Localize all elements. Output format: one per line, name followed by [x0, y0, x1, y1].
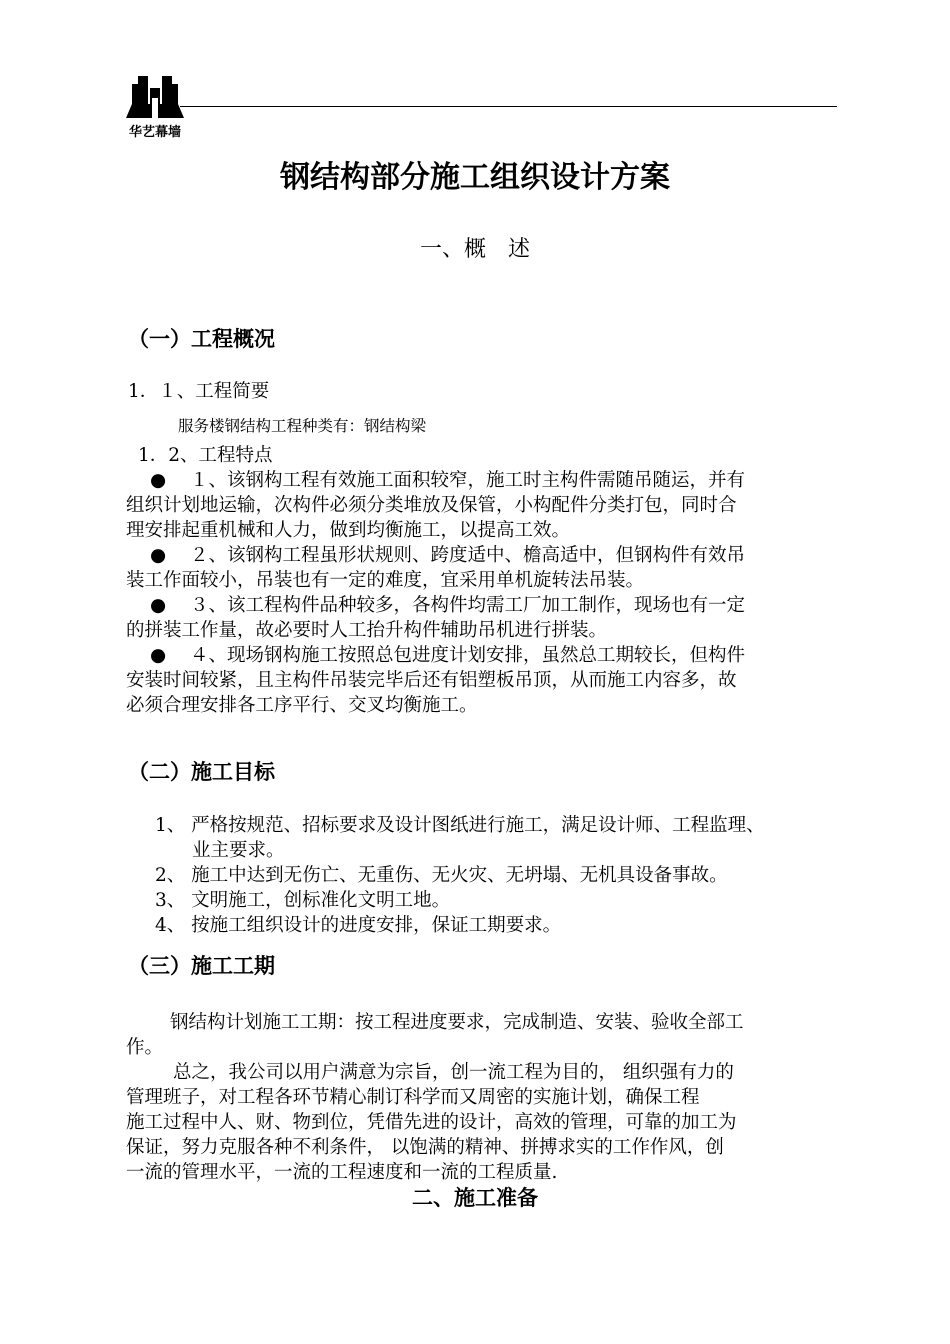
bullet-icon: ● [150, 545, 167, 566]
logo-text: 华艺幕墙 [128, 125, 181, 140]
goal-item-3: 3、 文明施工，创标准化文明工地。 [155, 890, 451, 911]
goal-item-1-cont: 业主要求。 [192, 840, 285, 861]
goal-item-2: 2、 施工中达到无伤亡、无重伤、无火灾、无坍塌、无机具设备事故。 [155, 865, 728, 886]
item-heading-project-brief: 1．１、工程简要 [128, 381, 270, 402]
feature-bullet-2: ● ２、该钢构工程虽形状规则、跨度适中、檐高适中，但钢构件有效吊 [150, 545, 746, 566]
feature-bullet-4: ● ４、现场钢构施工按照总包进度计划安排，虽然总工期较长，但构件 [150, 645, 746, 666]
period-paragraph-line: 作。 [126, 1037, 164, 1058]
bullet-icon: ● [150, 645, 167, 666]
summary-paragraph-line: 总之，我公司以用户满意为宗旨，创一流工程为目的， 组织强有力的 [173, 1062, 734, 1083]
feature-line: 必须合理安排各工序平行、交叉均衡施工。 [126, 695, 478, 716]
bullet-icon: ● [150, 470, 167, 491]
feature-line: 组织计划地运输，次构件必须分类堆放及保管，小构配件分类打包，同时合 [126, 495, 737, 516]
summary-paragraph-line: 施工过程中人、财、物到位，凭借先进的设计，高效的管理，可靠的加工为 [126, 1112, 737, 1133]
company-logo [124, 74, 186, 140]
goal-item-1: 1、 严格按规范、招标要求及设计图纸进行施工，满足设计师、工程监理、 [155, 815, 765, 836]
feature-line: 装工作面较小，吊装也有一定的难度，宜采用单机旋转法吊装。 [126, 570, 645, 591]
feature-line: 安装时间较紧，且主构件吊装完毕后还有铝塑板吊顶，从而施工内容多，故 [126, 670, 737, 691]
summary-paragraph-line: 一流的管理水平，一流的工程速度和一流的工程质量. [126, 1162, 558, 1183]
feature-line: 理安排起重机械和人力，做到均衡施工，以提高工效。 [126, 520, 571, 541]
period-paragraph-line: 钢结构计划施工工期：按工程进度要求，完成制造、安装、验收全部工 [170, 1012, 744, 1033]
logo-emblem-icon [124, 74, 186, 120]
subsection-heading-construction-period: （三）施工工期 [128, 954, 275, 978]
summary-paragraph-line: 保证，努力克服各种不利条件， 以饱满的精神、拼搏求实的工作作风，创 [126, 1137, 724, 1158]
summary-paragraph-line: 管理班子，对工程各环节精心制订科学而又周密的实施计划，确保工程 [126, 1087, 700, 1108]
header-rule [180, 106, 837, 107]
feature-bullet-3: ● ３、该工程构件品种较多，各构件均需工厂加工制作，现场也有一定 [150, 595, 746, 616]
goal-item-4: 4、 按施工组织设计的进度安排，保证工期要求。 [155, 915, 562, 936]
section-heading-preparation: 二、施工准备 [412, 1186, 538, 1210]
bullet-icon: ● [150, 595, 167, 616]
section-heading-overview: 一、概 述 [419, 237, 530, 262]
subsection-heading-project-overview: （一）工程概况 [128, 327, 275, 351]
item-heading-project-features: 1．2、工程特点 [138, 445, 273, 466]
feature-line: 的拼装工作量，故必要时人工抬升构件辅助吊机进行拼装。 [126, 620, 608, 641]
project-brief-text: 服务楼钢结构工程种类有：钢结构梁 [178, 417, 427, 435]
document-title: 钢结构部分施工组织设计方案 [280, 160, 670, 195]
feature-bullet-1: ● １、该钢构工程有效施工面积较窄，施工时主构件需随吊随运，并有 [150, 470, 746, 491]
subsection-heading-construction-goals: （二）施工目标 [128, 760, 275, 784]
